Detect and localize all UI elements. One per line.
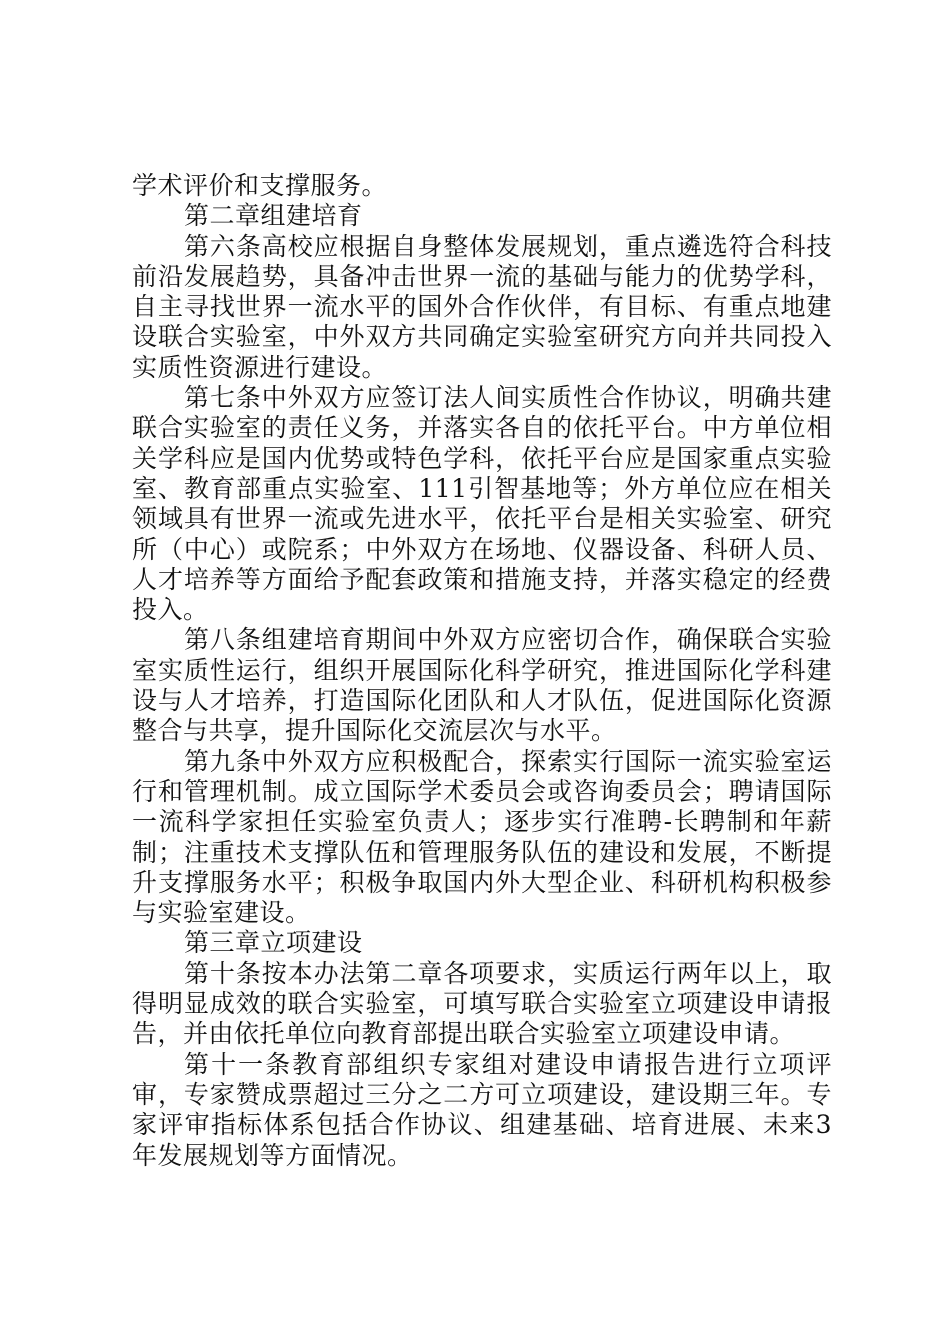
paragraph-continuation: 学术评价和支撑服务。 [132, 171, 388, 200]
article-10: 第十条按本办法第二章各项要求，实质运行两年以上，取得明显成效的联合实验室，可填写联合实验室立项建设申请报告，并由依托单位向教育部提出联合实验室立项建设申请。 [132, 958, 832, 1049]
article-9: 第九条中外双方应积极配合，探索实行国际一流实验室运行和管理机制。成立国际学术委员会或咨询委员会；聘请国际一流科学家担任实验室负责人；逐步实行准聘-长聘制和年薪制；注重技术支撑队伍和管理服务队伍的建设和发展，不断提升支撑服务水平；积极争取国内外大型企业、科研机构积极参与实验室建设。 [132, 746, 832, 928]
article-7: 第七条中外双方应签订法人间实质性合作协议，明确共建联合实验室的责任义务，并落实各自的依托平台。中方单位相关学科应是国内优势或特色学科，依托平台应是国家重点实验室、教育部重点实验室、111引智基地等；外方单位应在相关领域具有世界一流或先进水平，依托平台是相关实验室、研究所（中心）或院系；中外双方在场地、仪器设备、科研人员、人才培养等方面给予配套政策和措施支持，并落实稳定的经费投入。 [132, 383, 832, 625]
document-body [132, 171, 832, 1171]
chapter-heading-3: 第三章立项建设 [184, 928, 363, 958]
article-11: 第十一条教育部组织专家组对建设申请报告进行立项评审，专家赞成票超过三分之二方可立项建设，建设期三年。专家评审指标体系包括合作协议、组建基础、培育进展、未来3年发展规划等方面情况。 [132, 1049, 832, 1170]
chapter-heading-2: 第二章组建培育 [184, 201, 363, 231]
article-8: 第八条组建培育期间中外双方应密切合作，确保联合实验室实质性运行，组织开展国际化科学研究，推进国际化学科建设与人才培养，打造国际化团队和人才队伍，促进国际化资源整合与共享，提升国际化交流层次与水平。 [132, 625, 832, 746]
article-6: 第六条高校应根据自身整体发展规划，重点遴选符合科技前沿发展趋势，具备冲击世界一流的基础与能力的优势学科，自主寻找世界一流水平的国外合作伙伴，有目标、有重点地建设联合实验室，中外双方共同确定实验室研究方向并共同投入实质性资源进行建设。 [132, 231, 832, 382]
